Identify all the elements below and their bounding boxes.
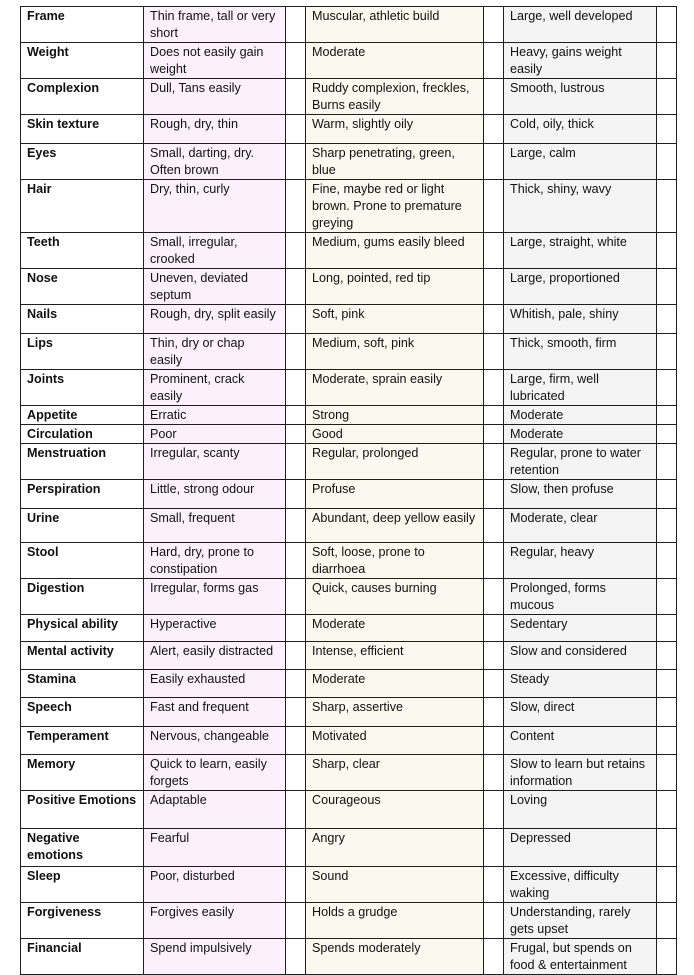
kapha-score-cell bbox=[657, 670, 677, 698]
vata-cell: Small, frequent bbox=[144, 509, 286, 543]
attribute-cell: Digestion bbox=[21, 579, 144, 615]
pitta-score-cell bbox=[484, 939, 504, 975]
kapha-cell: Large, calm bbox=[504, 144, 657, 180]
kapha-score-cell bbox=[657, 233, 677, 269]
vata-score-cell bbox=[286, 305, 306, 334]
table-row bbox=[21, 579, 677, 615]
vata-score-cell bbox=[286, 444, 306, 480]
pitta-score-cell bbox=[484, 480, 504, 509]
kapha-score-cell bbox=[657, 425, 677, 444]
attribute-cell: Nails bbox=[21, 305, 144, 334]
pitta-score-cell bbox=[484, 7, 504, 43]
vata-cell: Erratic bbox=[144, 406, 286, 425]
pitta-score-cell bbox=[484, 233, 504, 269]
pitta-cell: Courageous bbox=[306, 791, 484, 829]
kapha-cell: Whitish, pale, shiny bbox=[504, 305, 657, 334]
kapha-score-cell bbox=[657, 180, 677, 233]
vata-score-cell bbox=[286, 233, 306, 269]
kapha-cell: Slow and considered bbox=[504, 642, 657, 670]
vata-score-cell bbox=[286, 670, 306, 698]
kapha-cell: Depressed bbox=[504, 829, 657, 867]
kapha-score-cell bbox=[657, 509, 677, 543]
attribute-cell: Positive Emotions bbox=[21, 791, 144, 829]
pitta-cell: Strong bbox=[306, 406, 484, 425]
vata-score-cell bbox=[286, 425, 306, 444]
kapha-score-cell bbox=[657, 829, 677, 867]
kapha-score-cell bbox=[657, 43, 677, 79]
pitta-score-cell bbox=[484, 334, 504, 370]
kapha-score-cell bbox=[657, 370, 677, 406]
kapha-cell: Moderate, clear bbox=[504, 509, 657, 543]
attribute-cell: Menstruation bbox=[21, 444, 144, 480]
pitta-cell: Sharp, assertive bbox=[306, 698, 484, 727]
kapha-cell: Loving bbox=[504, 791, 657, 829]
pitta-score-cell bbox=[484, 79, 504, 115]
vata-cell: Thin frame, tall or very short bbox=[144, 7, 286, 43]
pitta-score-cell bbox=[484, 370, 504, 406]
kapha-cell: Prolonged, forms mucous bbox=[504, 579, 657, 615]
pitta-score-cell bbox=[484, 406, 504, 425]
vata-cell: Does not easily gain weight bbox=[144, 43, 286, 79]
attribute-cell: Joints bbox=[21, 370, 144, 406]
attribute-cell: Forgiveness bbox=[21, 903, 144, 939]
table-row bbox=[21, 939, 677, 975]
kapha-cell: Sedentary bbox=[504, 615, 657, 642]
kapha-cell: Large, proportioned bbox=[504, 269, 657, 305]
table-row bbox=[21, 444, 677, 480]
pitta-cell: Abundant, deep yellow easily bbox=[306, 509, 484, 543]
pitta-cell: Muscular, athletic build bbox=[306, 7, 484, 43]
pitta-score-cell bbox=[484, 425, 504, 444]
pitta-cell: Ruddy complexion, freckles, Burns easily bbox=[306, 79, 484, 115]
vata-cell: Quick to learn, easily forgets bbox=[144, 755, 286, 791]
kapha-cell: Moderate bbox=[504, 425, 657, 444]
kapha-cell: Understanding, rarely gets upset bbox=[504, 903, 657, 939]
kapha-score-cell bbox=[657, 903, 677, 939]
vata-cell: Small, darting, dry. Often brown bbox=[144, 144, 286, 180]
vata-score-cell bbox=[286, 370, 306, 406]
kapha-cell: Slow, then profuse bbox=[504, 480, 657, 509]
table-row bbox=[21, 755, 677, 791]
kapha-cell: Thick, shiny, wavy bbox=[504, 180, 657, 233]
table-row bbox=[21, 698, 677, 727]
kapha-cell: Cold, oily, thick bbox=[504, 115, 657, 144]
vata-cell: Forgives easily bbox=[144, 903, 286, 939]
vata-score-cell bbox=[286, 144, 306, 180]
pitta-score-cell bbox=[484, 867, 504, 903]
vata-score-cell bbox=[286, 543, 306, 579]
table-row bbox=[21, 867, 677, 903]
kapha-score-cell bbox=[657, 305, 677, 334]
vata-cell: Adaptable bbox=[144, 791, 286, 829]
kapha-score-cell bbox=[657, 79, 677, 115]
pitta-cell: Moderate bbox=[306, 670, 484, 698]
attribute-cell: Negative emotions bbox=[21, 829, 144, 867]
attribute-cell: Speech bbox=[21, 698, 144, 727]
kapha-score-cell bbox=[657, 406, 677, 425]
pitta-cell: Moderate bbox=[306, 615, 484, 642]
vata-score-cell bbox=[286, 406, 306, 425]
kapha-score-cell bbox=[657, 755, 677, 791]
kapha-cell: Slow to learn but retains information bbox=[504, 755, 657, 791]
vata-score-cell bbox=[286, 903, 306, 939]
pitta-cell: Motivated bbox=[306, 727, 484, 755]
kapha-cell: Thick, smooth, firm bbox=[504, 334, 657, 370]
vata-cell: Dry, thin, curly bbox=[144, 180, 286, 233]
attribute-cell: Appetite bbox=[21, 406, 144, 425]
attribute-cell: Nose bbox=[21, 269, 144, 305]
attribute-cell: Urine bbox=[21, 509, 144, 543]
table-row bbox=[21, 79, 677, 115]
kapha-score-cell bbox=[657, 543, 677, 579]
kapha-cell: Regular, heavy bbox=[504, 543, 657, 579]
pitta-cell: Holds a grudge bbox=[306, 903, 484, 939]
pitta-cell: Quick, causes burning bbox=[306, 579, 484, 615]
table-row bbox=[21, 406, 677, 425]
pitta-cell: Sharp penetrating, green, blue bbox=[306, 144, 484, 180]
table-row bbox=[21, 829, 677, 867]
vata-cell: Rough, dry, split easily bbox=[144, 305, 286, 334]
kapha-score-cell bbox=[657, 698, 677, 727]
kapha-score-cell bbox=[657, 579, 677, 615]
kapha-score-cell bbox=[657, 791, 677, 829]
pitta-score-cell bbox=[484, 180, 504, 233]
vata-cell: Rough, dry, thin bbox=[144, 115, 286, 144]
kapha-cell: Smooth, lustrous bbox=[504, 79, 657, 115]
attribute-cell: Memory bbox=[21, 755, 144, 791]
pitta-score-cell bbox=[484, 509, 504, 543]
table-row bbox=[21, 615, 677, 642]
attribute-cell: Lips bbox=[21, 334, 144, 370]
pitta-score-cell bbox=[484, 727, 504, 755]
attribute-cell: Physical ability bbox=[21, 615, 144, 642]
vata-score-cell bbox=[286, 7, 306, 43]
vata-score-cell bbox=[286, 269, 306, 305]
vata-score-cell bbox=[286, 509, 306, 543]
pitta-cell: Medium, gums easily bleed bbox=[306, 233, 484, 269]
pitta-cell: Intense, efficient bbox=[306, 642, 484, 670]
pitta-score-cell bbox=[484, 670, 504, 698]
kapha-cell: Heavy, gains weight easily bbox=[504, 43, 657, 79]
table-row bbox=[21, 334, 677, 370]
kapha-score-cell bbox=[657, 867, 677, 903]
vata-score-cell bbox=[286, 615, 306, 642]
kapha-cell: Frugal, but spends on food & entertainment bbox=[504, 939, 657, 975]
vata-cell: Prominent, crack easily bbox=[144, 370, 286, 406]
vata-cell: Little, strong odour bbox=[144, 480, 286, 509]
attribute-cell: Teeth bbox=[21, 233, 144, 269]
kapha-cell: Large, firm, well lubricated bbox=[504, 370, 657, 406]
table-row bbox=[21, 144, 677, 180]
pitta-score-cell bbox=[484, 43, 504, 79]
table-body bbox=[21, 7, 677, 975]
pitta-score-cell bbox=[484, 269, 504, 305]
vata-score-cell bbox=[286, 334, 306, 370]
table-row bbox=[21, 642, 677, 670]
pitta-score-cell bbox=[484, 543, 504, 579]
table-row bbox=[21, 115, 677, 144]
vata-score-cell bbox=[286, 579, 306, 615]
vata-cell: Poor, disturbed bbox=[144, 867, 286, 903]
table-row bbox=[21, 269, 677, 305]
vata-score-cell bbox=[286, 727, 306, 755]
vata-score-cell bbox=[286, 642, 306, 670]
kapha-score-cell bbox=[657, 115, 677, 144]
pitta-score-cell bbox=[484, 791, 504, 829]
pitta-cell: Long, pointed, red tip bbox=[306, 269, 484, 305]
table-row bbox=[21, 543, 677, 579]
table-row bbox=[21, 180, 677, 233]
kapha-cell: Content bbox=[504, 727, 657, 755]
attribute-cell: Mental activity bbox=[21, 642, 144, 670]
table-row bbox=[21, 7, 677, 43]
table-row bbox=[21, 233, 677, 269]
attribute-cell: Sleep bbox=[21, 867, 144, 903]
pitta-cell: Soft, loose, prone to diarrhoea bbox=[306, 543, 484, 579]
pitta-cell: Regular, prolonged bbox=[306, 444, 484, 480]
vata-cell: Spend impulsively bbox=[144, 939, 286, 975]
table-row bbox=[21, 670, 677, 698]
pitta-score-cell bbox=[484, 305, 504, 334]
pitta-score-cell bbox=[484, 115, 504, 144]
attribute-cell: Stool bbox=[21, 543, 144, 579]
table-row bbox=[21, 727, 677, 755]
pitta-cell: Moderate bbox=[306, 43, 484, 79]
attribute-cell: Perspiration bbox=[21, 480, 144, 509]
pitta-score-cell bbox=[484, 444, 504, 480]
vata-score-cell bbox=[286, 791, 306, 829]
vata-score-cell bbox=[286, 43, 306, 79]
kapha-cell: Large, straight, white bbox=[504, 233, 657, 269]
vata-cell: Thin, dry or chap easily bbox=[144, 334, 286, 370]
kapha-score-cell bbox=[657, 7, 677, 43]
table-row bbox=[21, 480, 677, 509]
vata-cell: Irregular, scanty bbox=[144, 444, 286, 480]
table-row bbox=[21, 305, 677, 334]
pitta-cell: Fine, maybe red or light brown. Prone to premature greying bbox=[306, 180, 484, 233]
table-row bbox=[21, 370, 677, 406]
pitta-score-cell bbox=[484, 144, 504, 180]
kapha-cell: Slow, direct bbox=[504, 698, 657, 727]
table-row bbox=[21, 509, 677, 543]
kapha-score-cell bbox=[657, 480, 677, 509]
pitta-cell: Spends moderately bbox=[306, 939, 484, 975]
vata-cell: Dull, Tans easily bbox=[144, 79, 286, 115]
kapha-score-cell bbox=[657, 269, 677, 305]
vata-cell: Uneven, deviated septum bbox=[144, 269, 286, 305]
table-row bbox=[21, 903, 677, 939]
vata-score-cell bbox=[286, 829, 306, 867]
attribute-cell: Complexion bbox=[21, 79, 144, 115]
pitta-cell: Medium, soft, pink bbox=[306, 334, 484, 370]
pitta-score-cell bbox=[484, 829, 504, 867]
kapha-score-cell bbox=[657, 615, 677, 642]
attribute-cell: Temperament bbox=[21, 727, 144, 755]
kapha-score-cell bbox=[657, 939, 677, 975]
kapha-score-cell bbox=[657, 334, 677, 370]
pitta-cell: Warm, slightly oily bbox=[306, 115, 484, 144]
kapha-cell: Regular, prone to water retention bbox=[504, 444, 657, 480]
table-row bbox=[21, 43, 677, 79]
attribute-cell: Weight bbox=[21, 43, 144, 79]
vata-cell: Nervous, changeable bbox=[144, 727, 286, 755]
table-row bbox=[21, 425, 677, 444]
pitta-cell: Angry bbox=[306, 829, 484, 867]
vata-score-cell bbox=[286, 698, 306, 727]
attribute-cell: Eyes bbox=[21, 144, 144, 180]
pitta-score-cell bbox=[484, 698, 504, 727]
vata-score-cell bbox=[286, 180, 306, 233]
pitta-score-cell bbox=[484, 755, 504, 791]
kapha-score-cell bbox=[657, 444, 677, 480]
vata-score-cell bbox=[286, 79, 306, 115]
vata-score-cell bbox=[286, 480, 306, 509]
constitution-table bbox=[20, 6, 677, 975]
pitta-score-cell bbox=[484, 579, 504, 615]
vata-score-cell bbox=[286, 755, 306, 791]
vata-cell: Alert, easily distracted bbox=[144, 642, 286, 670]
table-row bbox=[21, 791, 677, 829]
kapha-score-cell bbox=[657, 642, 677, 670]
kapha-cell: Steady bbox=[504, 670, 657, 698]
attribute-cell: Skin texture bbox=[21, 115, 144, 144]
attribute-cell: Circulation bbox=[21, 425, 144, 444]
vata-cell: Small, irregular, crooked bbox=[144, 233, 286, 269]
vata-cell: Fast and frequent bbox=[144, 698, 286, 727]
attribute-cell: Frame bbox=[21, 7, 144, 43]
pitta-cell: Soft, pink bbox=[306, 305, 484, 334]
vata-score-cell bbox=[286, 867, 306, 903]
vata-cell: Easily exhausted bbox=[144, 670, 286, 698]
kapha-cell: Large, well developed bbox=[504, 7, 657, 43]
vata-cell: Irregular, forms gas bbox=[144, 579, 286, 615]
attribute-cell: Stamina bbox=[21, 670, 144, 698]
pitta-cell: Moderate, sprain easily bbox=[306, 370, 484, 406]
pitta-score-cell bbox=[484, 615, 504, 642]
kapha-cell: Excessive, difficulty waking bbox=[504, 867, 657, 903]
pitta-cell: Good bbox=[306, 425, 484, 444]
pitta-score-cell bbox=[484, 903, 504, 939]
vata-cell: Poor bbox=[144, 425, 286, 444]
kapha-score-cell bbox=[657, 727, 677, 755]
vata-cell: Hyperactive bbox=[144, 615, 286, 642]
pitta-score-cell bbox=[484, 642, 504, 670]
pitta-cell: Profuse bbox=[306, 480, 484, 509]
vata-cell: Fearful bbox=[144, 829, 286, 867]
kapha-score-cell bbox=[657, 144, 677, 180]
vata-score-cell bbox=[286, 939, 306, 975]
attribute-cell: Financial bbox=[21, 939, 144, 975]
vata-score-cell bbox=[286, 115, 306, 144]
pitta-cell: Sharp, clear bbox=[306, 755, 484, 791]
pitta-cell: Sound bbox=[306, 867, 484, 903]
kapha-cell: Moderate bbox=[504, 406, 657, 425]
attribute-cell: Hair bbox=[21, 180, 144, 233]
vata-cell: Hard, dry, prone to constipation bbox=[144, 543, 286, 579]
